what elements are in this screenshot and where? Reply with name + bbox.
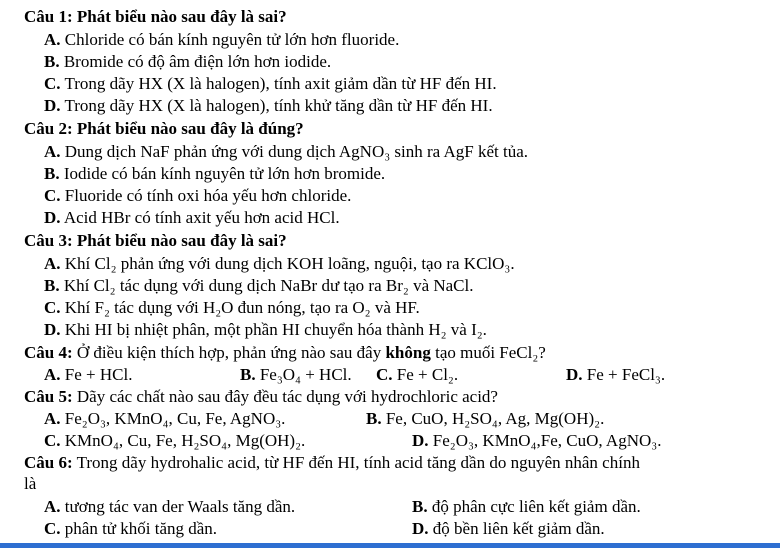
q4-stem-text: Ở điều kiện thích hợp, phản ứng nào sau đây xyxy=(72,343,386,362)
option-text: Khí Cl₂ tác dụng với dung dịch NaBr dư tạo ra Br₂ và NaCl. xyxy=(59,276,474,295)
q1-label: Câu 1: xyxy=(24,7,73,26)
q6-stem xyxy=(24,453,640,473)
q3-label: Câu 3: xyxy=(24,231,73,250)
q6-stem-text: Trong dãy hydrohalic acid, từ HF đến HI, tính acid tăng dần do nguyên nhân chính xyxy=(72,453,640,472)
option-label: A. xyxy=(44,142,61,161)
q5-option-d xyxy=(412,431,661,451)
q4-stem-after: tạo muối FeCl₂? xyxy=(430,343,546,362)
q5-label: Câu 5: xyxy=(24,387,73,406)
option-label: C. xyxy=(44,519,61,538)
option-text: tương tác van der Waals tăng dần. xyxy=(60,497,296,516)
q4-option-c xyxy=(376,365,458,385)
option-text: Trong dãy HX (X là halogen), tính khử tăng dần từ HF đến HI. xyxy=(60,96,493,115)
option-text: độ bền liên kết giảm dần. xyxy=(428,519,605,538)
option-text: Fe, CuO, H₂SO₄, Ag, Mg(OH)₂. xyxy=(381,409,605,428)
option-label: B. xyxy=(240,365,256,384)
option-label: D. xyxy=(44,96,61,115)
q1-option-d xyxy=(44,96,493,116)
option-label: C. xyxy=(44,186,61,205)
q4-option-b xyxy=(240,365,352,385)
option-text: Khi HI bị nhiệt phân, một phần HI chuyển hóa thành H₂ và I₂. xyxy=(60,320,487,339)
q6-option-d xyxy=(412,519,605,539)
option-label: B. xyxy=(44,164,60,183)
q4-stem xyxy=(24,343,546,363)
q3-stem xyxy=(24,231,287,251)
q6-label: Câu 6: xyxy=(24,453,73,472)
q5-option-b xyxy=(366,409,604,429)
q5-stem xyxy=(24,387,498,407)
q1-stem-after: ? xyxy=(278,7,287,26)
q2-option-b xyxy=(44,164,385,184)
q6-option-c xyxy=(44,519,217,539)
option-text: Dung dịch NaF phản ứng với dung dịch AgNO₃ sinh ra AgF kết tủa. xyxy=(60,142,529,161)
q5-stem-text: Dãy các chất nào sau đây đều tác dụng với hydrochloric acid? xyxy=(72,387,498,406)
option-label: D. xyxy=(44,320,61,339)
q3-option-c xyxy=(44,298,420,318)
q4-label: Câu 4: xyxy=(24,343,73,362)
q3-stem-after: ? xyxy=(278,231,287,250)
q5-option-c xyxy=(44,431,305,451)
option-text: độ phân cực liên kết giảm dần. xyxy=(427,497,641,516)
option-text: Fe₃O₄ + HCl. xyxy=(255,365,352,384)
q3-option-a xyxy=(44,254,515,274)
option-label: A. xyxy=(44,365,61,384)
option-label: A. xyxy=(44,497,61,516)
option-text: KMnO₄, Cu, Fe, H₂SO₄, Mg(OH)₂. xyxy=(60,431,306,450)
option-label: B. xyxy=(412,497,428,516)
taskbar-strip xyxy=(0,543,780,548)
option-text: Fe + FeCl₃. xyxy=(582,365,666,384)
option-label: B. xyxy=(44,276,60,295)
option-label: C. xyxy=(44,298,61,317)
option-label: D. xyxy=(566,365,583,384)
option-text: phân tử khối tăng dần. xyxy=(60,519,218,538)
q4-option-a xyxy=(44,365,132,385)
q6-option-a xyxy=(44,497,295,517)
q1-stem-emph: sai xyxy=(258,7,279,26)
q2-stem xyxy=(24,119,304,139)
q3-option-b xyxy=(44,276,474,296)
option-text: Trong dãy HX (X là halogen), tính axit giảm dần từ HF đến HI. xyxy=(60,74,497,93)
q2-label: Câu 2: xyxy=(24,119,73,138)
option-label: B. xyxy=(44,52,60,71)
option-text: Acid HBr có tính axit yếu hơn acid HCl. xyxy=(60,208,340,227)
q4-option-d xyxy=(566,365,665,385)
q1-stem xyxy=(24,7,287,27)
q2-option-d xyxy=(44,208,340,228)
q1-stem-text: Phát biểu nào sau đây là xyxy=(72,7,259,26)
q1-option-c xyxy=(44,74,497,94)
q5-option-a xyxy=(44,409,285,429)
option-label: D. xyxy=(44,208,61,227)
option-text: Fluoride có tính oxi hóa yếu hơn chloride. xyxy=(60,186,352,205)
option-text: Fe + Cl₂. xyxy=(392,365,459,384)
q3-option-d xyxy=(44,320,487,340)
option-text: Fe₂O₃, KMnO₄,Fe, CuO, AgNO₃. xyxy=(428,431,662,450)
option-text: Iodide có bán kính nguyên tử lớn hơn bromide. xyxy=(59,164,386,183)
q6-option-b xyxy=(412,497,641,517)
option-text: Fe₂O₃, KMnO₄, Cu, Fe, AgNO₃. xyxy=(60,409,286,428)
option-text: Fe + HCl. xyxy=(60,365,133,384)
option-text: Khí F₂ tác dụng với H₂O đun nóng, tạo ra O₂ và HF. xyxy=(60,298,420,317)
q1-option-b xyxy=(44,52,331,72)
option-label: D. xyxy=(412,431,429,450)
option-label: C. xyxy=(44,74,61,93)
q6-stem-line2: là xyxy=(24,474,37,493)
option-text: Chloride có bán kính nguyên tử lớn hơn fluoride. xyxy=(60,30,400,49)
option-text: Bromide có độ âm điện lớn hơn iodide. xyxy=(59,52,332,71)
q2-stem-text: Phát biểu nào sau đây là đúng? xyxy=(72,119,304,138)
option-label: A. xyxy=(44,254,61,273)
q2-option-a xyxy=(44,142,528,162)
option-label: A. xyxy=(44,409,61,428)
option-label: B. xyxy=(366,409,382,428)
q3-stem-text: Phát biểu nào sau đây là xyxy=(72,231,259,250)
option-label: D. xyxy=(412,519,429,538)
option-label: C. xyxy=(376,365,393,384)
option-label: C. xyxy=(44,431,61,450)
q1-option-a xyxy=(44,30,399,50)
option-label: A. xyxy=(44,30,61,49)
q3-stem-emph: sai xyxy=(258,231,279,250)
q2-option-c xyxy=(44,186,351,206)
q4-stem-emph: không xyxy=(385,343,431,362)
option-text: Khí Cl₂ phản ứng với dung dịch KOH loãng, nguội, tạo ra KClO₃. xyxy=(60,254,515,273)
